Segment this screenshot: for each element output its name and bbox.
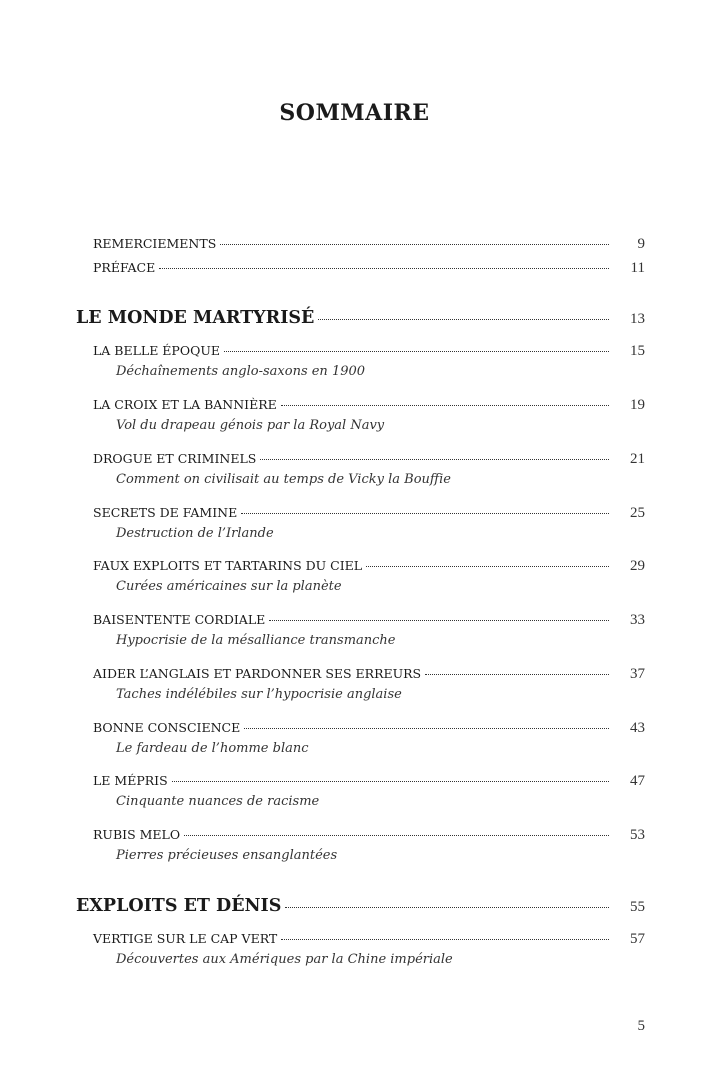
- toc-entry-label: PRÉFACE: [93, 260, 156, 275]
- toc-page-number: 25: [630, 505, 645, 521]
- toc-chapter-label: BONNE CONSCIENCE: [93, 720, 241, 735]
- toc-chapter-subtitle: Hypocrisie de la mésalliance transmanche: [116, 633, 396, 648]
- toc-chapter-entry[interactable]: [93, 505, 645, 522]
- toc-page-number: 19: [630, 397, 645, 413]
- toc-page-number: 9: [637, 236, 645, 252]
- page-title: SOMMAIRE: [279, 100, 430, 126]
- dot-leader: [281, 405, 609, 406]
- toc-part-title: LE MONDE MARTYRISÉ: [76, 308, 315, 328]
- dot-leader: [281, 939, 609, 940]
- dot-leader: [224, 351, 609, 352]
- toc-chapter-subtitle: Curées américaines sur la planète: [116, 579, 342, 594]
- dot-leader: [220, 244, 609, 245]
- dot-leader: [159, 268, 609, 269]
- toc-chapter-subtitle: Comment on civilisait au temps de Vicky la Bouffie: [116, 472, 451, 487]
- toc-chapter-entry[interactable]: [93, 397, 645, 414]
- toc-chapter-label: FAUX EXPLOITS ET TARTARINS DU CIEL: [93, 558, 363, 573]
- toc-chapter-entry[interactable]: [93, 612, 645, 629]
- toc-chapter-entry[interactable]: [93, 451, 645, 468]
- toc-chapter-label: LA BELLE ÉPOQUE: [93, 343, 221, 358]
- dot-leader: [241, 513, 609, 514]
- dot-leader: [172, 781, 609, 782]
- toc-chapter-label: DROGUE ET CRIMINELS: [93, 451, 257, 466]
- toc-chapter-subtitle: Destruction de l’Irlande: [116, 526, 274, 541]
- toc-chapter-label: SECRETS DE FAMINE: [93, 505, 238, 520]
- toc-part-heading[interactable]: [76, 896, 645, 916]
- toc-page-number: 55: [630, 899, 645, 915]
- toc-chapter-subtitle: Taches indélébiles sur l’hypocrisie anglaise: [116, 687, 402, 702]
- toc-chapter-subtitle: Découvertes aux Amériques par la Chine impériale: [116, 952, 453, 967]
- toc-chapter-entry[interactable]: [93, 666, 645, 683]
- toc-page-number: 15: [630, 343, 645, 359]
- toc-chapter-entry[interactable]: [93, 558, 645, 575]
- dot-leader: [318, 319, 609, 320]
- toc-chapter-label: AIDER L’ANGLAIS ET PARDONNER SES ERREURS: [93, 666, 422, 681]
- dot-leader: [366, 566, 609, 567]
- toc-page-number: 43: [630, 720, 645, 736]
- toc-entry-preface[interactable]: [93, 260, 645, 277]
- toc-page-number: 29: [630, 558, 645, 574]
- dot-leader: [184, 835, 609, 836]
- toc-page-number: 53: [630, 827, 645, 843]
- toc-page-number: 11: [630, 260, 645, 276]
- dot-leader: [269, 620, 609, 621]
- toc-chapter-entry[interactable]: [93, 343, 645, 360]
- toc-chapter-subtitle: Pierres précieuses ensanglantées: [116, 848, 338, 863]
- dot-leader: [260, 459, 609, 460]
- toc-chapter-entry[interactable]: [93, 827, 645, 844]
- toc-chapter-subtitle: Déchaînements anglo-saxons en 1900: [116, 364, 366, 379]
- toc-chapter-entry[interactable]: [93, 720, 645, 737]
- toc-chapter-subtitle: Vol du drapeau génois par la Royal Navy: [116, 418, 385, 433]
- toc-chapter-label: BAISENTENTE CORDIALE: [93, 612, 266, 627]
- toc-part-title: EXPLOITS ET DÉNIS: [76, 896, 282, 916]
- toc-entry-label: REMERCIEMENTS: [93, 236, 217, 251]
- toc-chapter-label: VERTIGE SUR LE CAP VERT: [93, 931, 278, 946]
- toc-chapter-label: RUBIS MELO: [93, 827, 181, 842]
- toc-part-heading[interactable]: [76, 308, 645, 328]
- dot-leader: [285, 907, 609, 908]
- toc-entry-remerciements[interactable]: [93, 236, 645, 253]
- toc-chapter-subtitle: Le fardeau de l’homme blanc: [116, 741, 309, 756]
- toc-page-number: 33: [630, 612, 645, 628]
- dot-leader: [425, 674, 609, 675]
- toc-page-number: 47: [630, 773, 645, 789]
- toc-chapter-entry[interactable]: [93, 773, 645, 790]
- toc-chapter-label: LE MÉPRIS: [93, 773, 168, 788]
- toc-page-number: 57: [630, 931, 645, 947]
- page-number: 5: [637, 1018, 645, 1034]
- toc-page-number: 21: [630, 451, 645, 467]
- toc-chapter-entry[interactable]: [93, 931, 645, 948]
- toc-chapter-subtitle: Cinquante nuances de racisme: [116, 794, 320, 809]
- toc-page-number: 13: [630, 311, 645, 327]
- dot-leader: [244, 728, 609, 729]
- toc-chapter-label: LA CROIX ET LA BANNIÈRE: [93, 397, 277, 412]
- toc-page-number: 37: [630, 666, 645, 682]
